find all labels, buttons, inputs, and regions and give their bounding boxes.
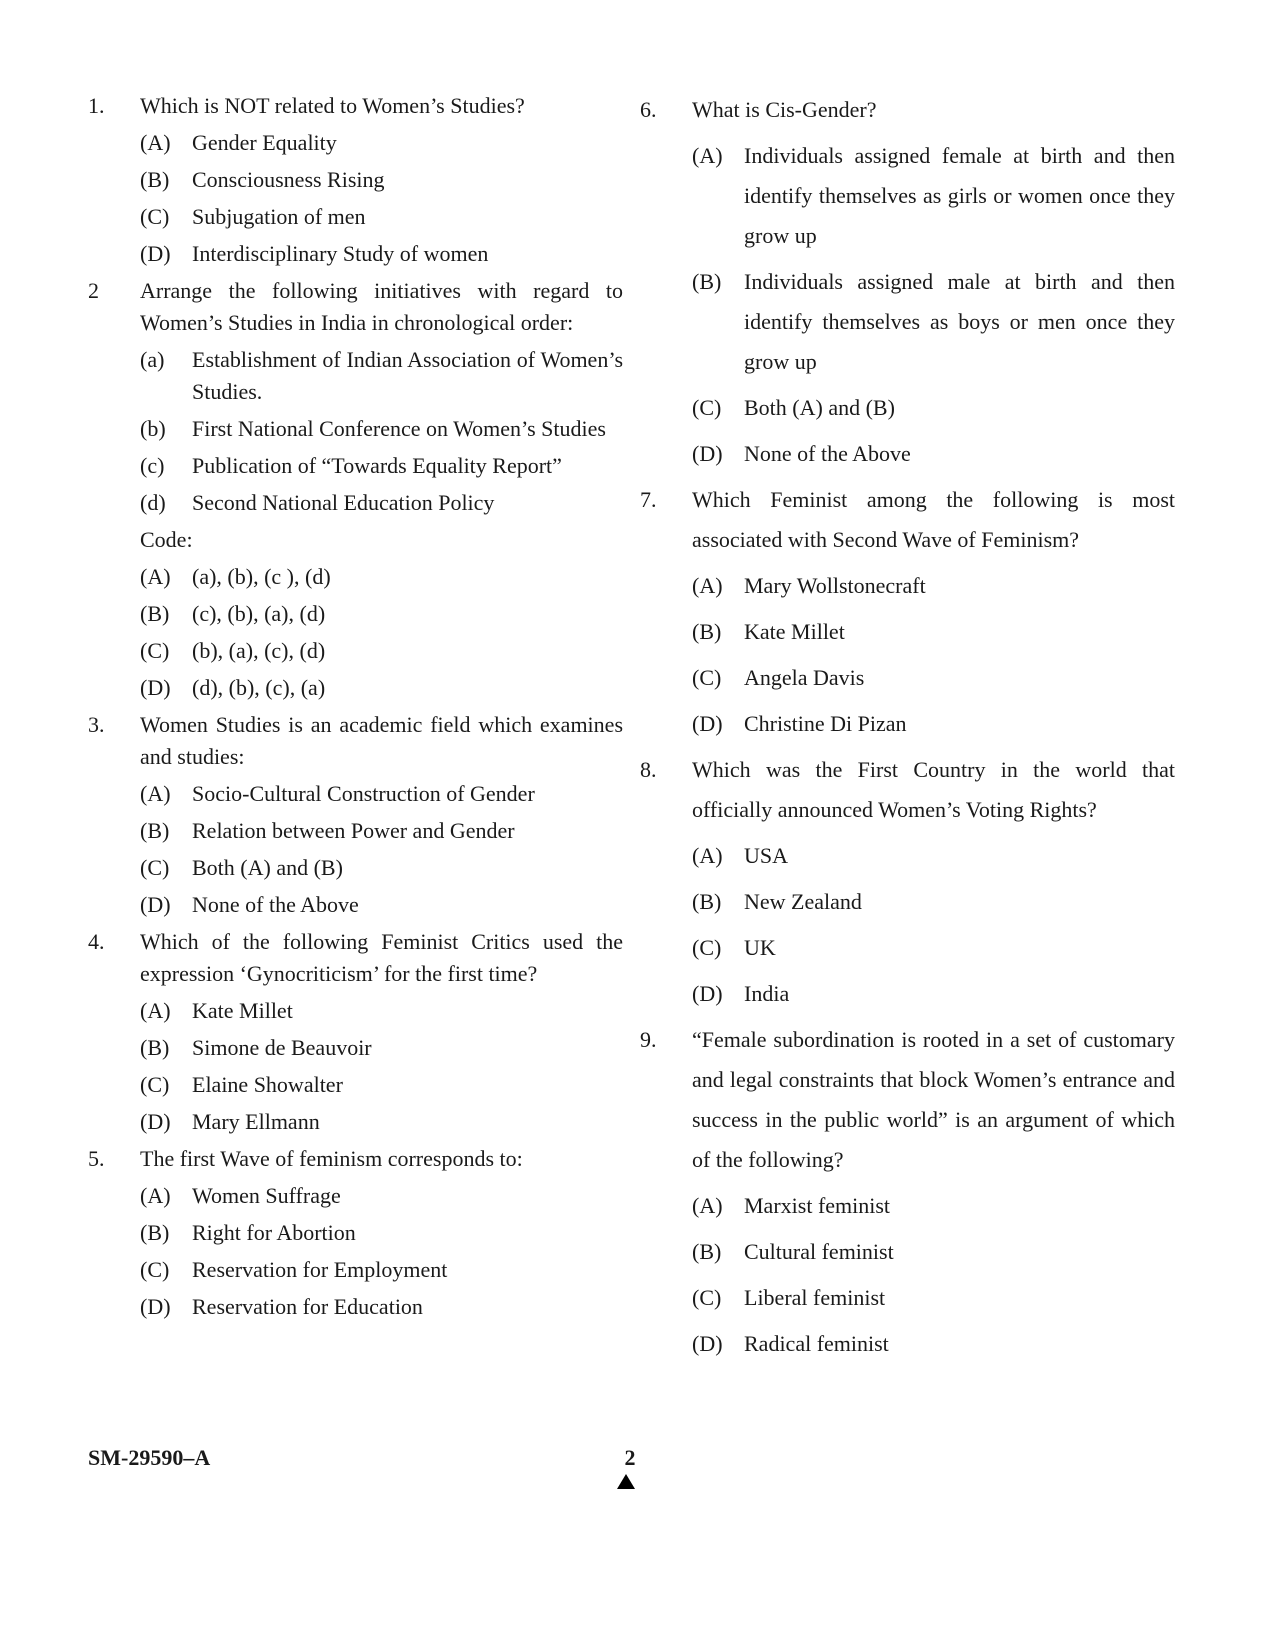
answer-option [692, 658, 1175, 698]
statement-label: (d) [140, 490, 166, 515]
statement-text: First National Conference on Women’s Studies [192, 416, 606, 441]
option-text: Mary Wollstonecraft [744, 573, 926, 598]
option-label: (D) [692, 711, 723, 736]
question [88, 926, 623, 990]
option-text: Right for Abortion [192, 1220, 356, 1245]
option-text: Angela Davis [744, 665, 865, 690]
option-label: (B) [692, 1239, 722, 1264]
statement-label: (b) [140, 416, 166, 441]
option-label: (C) [140, 855, 170, 880]
option-label: (B) [692, 619, 722, 644]
option-text: UK [744, 935, 776, 960]
answer-option [692, 388, 1175, 428]
answer-option [692, 928, 1175, 968]
answer-option [692, 262, 1175, 382]
option-label: (B) [140, 818, 170, 843]
answer-option [140, 1032, 623, 1064]
option-text: Reservation for Education [192, 1294, 423, 1319]
option-text: Both (A) and (B) [192, 855, 343, 880]
option-label: (B) [140, 1220, 170, 1245]
answer-option [692, 1232, 1175, 1272]
option-text: Socio-Cultural Construction of Gender [192, 781, 535, 806]
answer-option [140, 1217, 623, 1249]
statement-item [140, 450, 623, 482]
option-text: Simone de Beauvoir [192, 1035, 372, 1060]
question-text: Which is NOT related to Women’s Studies? [140, 93, 525, 118]
option-text: Women Suffrage [192, 1183, 341, 1208]
answer-option [140, 598, 623, 630]
right-column [640, 90, 1175, 1364]
option-text: USA [744, 843, 789, 868]
answer-option [140, 238, 623, 270]
option-text: Both (A) and (B) [744, 395, 895, 420]
option-label: (A) [140, 564, 171, 589]
option-label: (D) [692, 981, 723, 1006]
question-text: Which was the First Country in the world that officially announced Women’s Voting Rights? [692, 757, 1175, 822]
answer-option [140, 1069, 623, 1101]
option-label: (D) [140, 892, 171, 917]
question-text: Women Studies is an academic field which examines and studies: [140, 712, 623, 769]
answer-option [140, 164, 623, 196]
option-text: Subjugation of men [192, 204, 366, 229]
answer-option [140, 852, 623, 884]
option-label: (B) [140, 1035, 170, 1060]
option-text: (d), (b), (c), (a) [192, 675, 326, 700]
option-label: (C) [692, 665, 722, 690]
statement-item [140, 413, 623, 445]
option-text: Reservation for Employment [192, 1257, 448, 1282]
question [640, 1020, 1175, 1180]
question-text: “Female subordination is rooted in a set of customary and legal constraints that block Women’s entrance and success in the public world” is an argument of which of the following? [692, 1027, 1175, 1172]
option-text: Interdisciplinary Study of women [192, 241, 489, 266]
question-number: 7. [640, 487, 657, 512]
option-label: (C) [140, 204, 170, 229]
option-text: Cultural feminist [744, 1239, 894, 1264]
option-text: Elaine Showalter [192, 1072, 343, 1097]
statement-text: Publication of “Towards Equality Report” [192, 453, 562, 478]
option-label: (A) [692, 843, 723, 868]
question [88, 709, 623, 773]
answer-option [140, 778, 623, 810]
answer-option [692, 434, 1175, 474]
up-triangle-icon [617, 1474, 635, 1489]
option-text: Marxist feminist [744, 1193, 891, 1218]
option-label: (C) [692, 395, 722, 420]
answer-option [692, 1324, 1175, 1364]
question [88, 275, 623, 339]
option-text: New Zealand [744, 889, 862, 914]
question-text: Which of the following Feminist Critics used the expression ‘Gynocriticism’ for the first time? [140, 929, 623, 986]
option-label: (C) [140, 1257, 170, 1282]
answer-option [692, 566, 1175, 606]
option-label: (D) [140, 1109, 171, 1134]
answer-option [140, 635, 623, 667]
option-label: (B) [140, 601, 170, 626]
option-label: (B) [692, 269, 722, 294]
answer-option [140, 995, 623, 1027]
code-label: Code: [140, 527, 193, 552]
question-number: 4. [88, 929, 105, 954]
answer-option [692, 882, 1175, 922]
question-number: 8. [640, 757, 657, 782]
answer-option [692, 1186, 1175, 1226]
answer-option [140, 201, 623, 233]
question-text: Arrange the following initiatives with regard to Women’s Studies in India in chronological order: [140, 278, 623, 335]
question-text: Which Feminist among the following is most associated with Second Wave of Feminism? [692, 487, 1175, 552]
statement-item [140, 487, 623, 519]
option-text: Christine Di Pizan [744, 711, 907, 736]
question-number: 1. [88, 93, 105, 118]
question [640, 480, 1175, 560]
option-text: Kate Millet [192, 998, 293, 1023]
option-label: (C) [140, 1072, 170, 1097]
statement-label: (a) [140, 347, 165, 372]
statement-label: (c) [140, 453, 165, 478]
answer-option [140, 1291, 623, 1323]
option-label: (D) [692, 1331, 723, 1356]
paper-code: SM-29590–A [88, 1445, 211, 1470]
option-label: (D) [140, 241, 171, 266]
option-text: (c), (b), (a), (d) [192, 601, 326, 626]
question-number: 3. [88, 712, 105, 737]
question-text: The first Wave of feminism corresponds to: [140, 1146, 523, 1171]
answer-option [140, 889, 623, 921]
option-text: (a), (b), (c ), (d) [192, 564, 331, 589]
option-label: (C) [692, 935, 722, 960]
option-text: (b), (a), (c), (d) [192, 638, 326, 663]
answer-option [692, 704, 1175, 744]
question-number: 5. [88, 1146, 105, 1171]
option-label: (A) [140, 1183, 171, 1208]
answer-option [692, 974, 1175, 1014]
question [88, 1143, 623, 1175]
option-text: India [744, 981, 790, 1006]
page-number: 2 [624, 1445, 636, 1470]
question-number: 9. [640, 1027, 657, 1052]
option-text: Relation between Power and Gender [192, 818, 515, 843]
question [88, 90, 623, 122]
option-text: Consciousness Rising [192, 167, 385, 192]
answer-option [692, 836, 1175, 876]
option-text: None of the Above [192, 892, 359, 917]
answer-option [140, 815, 623, 847]
question-number: 2 [88, 278, 99, 303]
option-label: (A) [140, 130, 171, 155]
option-text: None of the Above [744, 441, 911, 466]
answer-option [692, 1278, 1175, 1318]
answer-option [140, 672, 623, 704]
option-label: (D) [140, 1294, 171, 1319]
option-text: Individuals assigned female at birth and then identify themselves as girls or women once they grow up [744, 143, 1175, 248]
answer-option [140, 1254, 623, 1286]
answer-option [692, 136, 1175, 256]
option-label: (A) [140, 998, 171, 1023]
option-label: (A) [692, 573, 723, 598]
statement-text: Second National Education Policy [192, 490, 495, 515]
option-label: (A) [140, 781, 171, 806]
answer-option [140, 561, 623, 593]
option-text: Mary Ellmann [192, 1109, 320, 1134]
option-text: Radical feminist [744, 1331, 889, 1356]
left-column [88, 90, 623, 1323]
option-label: (A) [692, 143, 723, 168]
answer-option [140, 1180, 623, 1212]
answer-option [140, 1106, 623, 1138]
question [640, 90, 1175, 130]
option-label: (D) [692, 441, 723, 466]
option-text: Kate Millet [744, 619, 845, 644]
option-label: (C) [140, 638, 170, 663]
question-text: What is Cis-Gender? [692, 97, 877, 122]
option-text: Individuals assigned male at birth and then identify themselves as boys or men once they grow up [744, 269, 1175, 374]
question-number: 6. [640, 97, 657, 122]
option-label: (B) [140, 167, 170, 192]
option-label: (A) [692, 1193, 723, 1218]
statement-text: Establishment of Indian Association of Women’s Studies. [192, 347, 623, 404]
option-label: (D) [140, 675, 171, 700]
option-label: (B) [692, 889, 722, 914]
statement-item [140, 344, 623, 408]
answer-option [140, 127, 623, 159]
option-text: Liberal feminist [744, 1285, 886, 1310]
option-text: Gender Equality [192, 130, 337, 155]
answer-option [692, 612, 1175, 652]
question [640, 750, 1175, 830]
option-label: (C) [692, 1285, 722, 1310]
